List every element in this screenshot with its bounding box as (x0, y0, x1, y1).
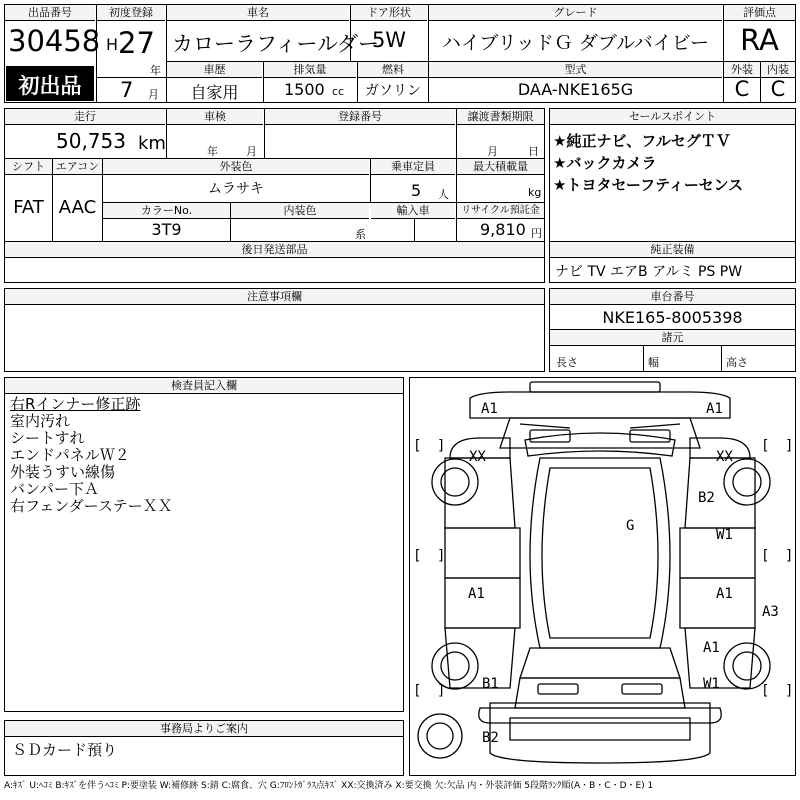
exterior-grade: C (734, 77, 750, 101)
color-no: 3T9 (151, 220, 182, 239)
equipment: ナビ TV エアB アルミ PS PW (555, 264, 743, 280)
era: H (106, 35, 119, 54)
legend-footer: A:ｷｽﾞ U:ﾍｺﾐ B:ｷｽﾞを伴うﾍｺﾐ P:要塗装 W:補修跡 S:錆 C:腐食、穴 G:ﾌﾛﾝﾄｶﾞﾗｽ点ｷｽﾞ XX:交換済み X:要交換 欠:欠品 内・外装評価 5段階ﾗﾝｸ順(A・B・C・D・E) 1 (4, 781, 654, 791)
inspector-note: エンドパネルＷ２ (10, 446, 130, 464)
displacement-label: 排気量 (264, 62, 356, 78)
exterior-label: 外装 (724, 62, 760, 78)
office-text: ＳＤカード預り (12, 741, 118, 759)
color: ムラサキ (208, 181, 264, 197)
color-label: 外装色 (103, 159, 369, 175)
bracket-mark: ] (785, 683, 794, 699)
sales-point: ★純正ナビ、フルセグＴＶ (553, 132, 731, 150)
lot-no: 30458 (8, 24, 101, 58)
recycle-unit: 円 (531, 227, 542, 240)
door: 5W (371, 28, 407, 52)
damage-mark: A1 (706, 401, 723, 417)
sales-label: セールスポイント (550, 109, 795, 125)
inspector-note: 室内汚れ (10, 412, 71, 430)
damage-mark: B2 (482, 730, 499, 746)
inspector-note: 右フェンダーステーＸＸ (10, 497, 173, 515)
first-reg-label: 初度登録 (97, 5, 165, 21)
history-label: 車歴 (167, 62, 262, 78)
bracket-mark: [ (761, 548, 770, 564)
color-no-label: カラーNo. (103, 203, 230, 219)
displacement-unit: cc (332, 85, 345, 98)
bracket-mark: [ (413, 683, 422, 699)
bracket-mark: [ (413, 548, 422, 564)
year-unit: 年 (150, 64, 161, 77)
int-color-unit: 系 (355, 228, 366, 241)
damage-mark: W1 (703, 676, 720, 692)
car-name-label: 車名 (167, 5, 349, 21)
bracket-mark: [ (761, 438, 770, 454)
load-unit: kg (528, 186, 542, 199)
damage-mark: XX (469, 449, 486, 465)
bracket-mark: ] (785, 438, 794, 454)
grade: ハイブリッドＧ ダブルバイビー (441, 32, 710, 54)
shift-label: シフト (5, 159, 52, 175)
damage-mark: G (626, 518, 635, 534)
damage-mark: B2 (698, 490, 715, 506)
insp-month-unit: 月 (246, 145, 257, 158)
transfer-day-unit: 日 (528, 145, 539, 158)
damage-mark: W1 (716, 527, 733, 543)
bracket-mark: ] (785, 548, 794, 564)
inspector-label: 検査員記入欄 (5, 378, 403, 394)
capacity-unit: 人 (438, 188, 449, 201)
int-color-label: 内装色 (231, 203, 369, 219)
specs-label: 諸元 (550, 330, 795, 346)
office-label: 事務局よりご案内 (5, 721, 403, 737)
insp-year-unit: 年 (207, 145, 218, 158)
chassis-no: NKE165-8005398 (602, 308, 743, 327)
interior-label: 内装 (761, 62, 795, 78)
inspector-note: シートすれ (10, 429, 85, 447)
later-parts-label: 後日発送部品 (5, 242, 544, 258)
sales-point: ★トヨタセーフティーセンス (553, 176, 744, 194)
height-label: 高さ (726, 356, 748, 369)
lot-no-label: 出品番号 (5, 5, 95, 21)
bracket-mark: [ (413, 438, 422, 454)
damage-mark: A1 (716, 586, 733, 602)
notes-label: 注意事項欄 (5, 289, 544, 305)
damage-mark: B1 (482, 676, 499, 692)
history: 自家用 (190, 83, 239, 102)
load-label: 最大積載量 (457, 159, 544, 175)
damage-mark: A1 (703, 640, 720, 656)
length-label: 長さ (556, 356, 578, 369)
car-name: カローラフィールダー (172, 32, 380, 56)
inspector-note: バンパー下Ａ (10, 480, 99, 498)
fuel-label: 燃料 (358, 62, 428, 78)
mileage-unit: km (138, 133, 166, 154)
import-label: 輸入車 (371, 203, 455, 219)
model: DAA-NKE165G (517, 80, 634, 99)
equipment-label: 純正装備 (550, 242, 795, 258)
transfer-month-unit: 月 (487, 145, 498, 158)
year: 27 (118, 26, 155, 60)
inspector-note: 外装うすい線傷 (10, 463, 116, 481)
month-unit: 月 (148, 88, 159, 101)
grade-label: グレード (429, 5, 722, 21)
bracket-mark: ] (437, 548, 446, 564)
ac-label: エアコン (53, 159, 102, 175)
chassis-label: 車台番号 (550, 289, 795, 305)
recycle: 9,810 (480, 220, 526, 239)
displacement: 1500 (284, 80, 325, 99)
fuel: ガソリン (365, 83, 421, 99)
width-label: 幅 (648, 356, 659, 369)
bracket-mark: [ (761, 683, 770, 699)
damage-mark: A3 (762, 604, 779, 620)
damage-mark: A1 (468, 586, 485, 602)
bracket-mark: ] (437, 438, 446, 454)
capacity-label: 乗車定員 (371, 159, 455, 175)
bracket-mark: ] (437, 683, 446, 699)
reg-no-label: 登録番号 (265, 109, 455, 125)
score-label: 評価点 (724, 5, 795, 21)
transfer-label: 譲渡書類期限 (457, 109, 544, 125)
capacity: 5 (411, 181, 422, 200)
interior-grade: C (770, 77, 786, 101)
model-label: 型式 (429, 62, 722, 78)
sales-point: ★バックカメラ (553, 154, 657, 172)
shift: FAT (13, 197, 44, 218)
inspector-note: 右Rインナー修正跡 (10, 395, 141, 413)
mileage-label: 走行 (5, 109, 165, 125)
recycle-label: リサイクル預託金 (457, 203, 544, 219)
first-listing: 初出品 (18, 74, 82, 98)
car-diagram-drawing (410, 378, 795, 775)
damage-mark: XX (716, 449, 733, 465)
month: 7 (120, 78, 134, 102)
mileage: 50,753 (56, 129, 126, 153)
door-label: ドア形状 (351, 5, 427, 21)
damage-mark: A1 (481, 401, 498, 417)
score: RA (740, 23, 779, 57)
inspection-label: 車検 (167, 109, 263, 125)
ac: AAC (58, 197, 97, 218)
inspector-notes (10, 396, 173, 515)
